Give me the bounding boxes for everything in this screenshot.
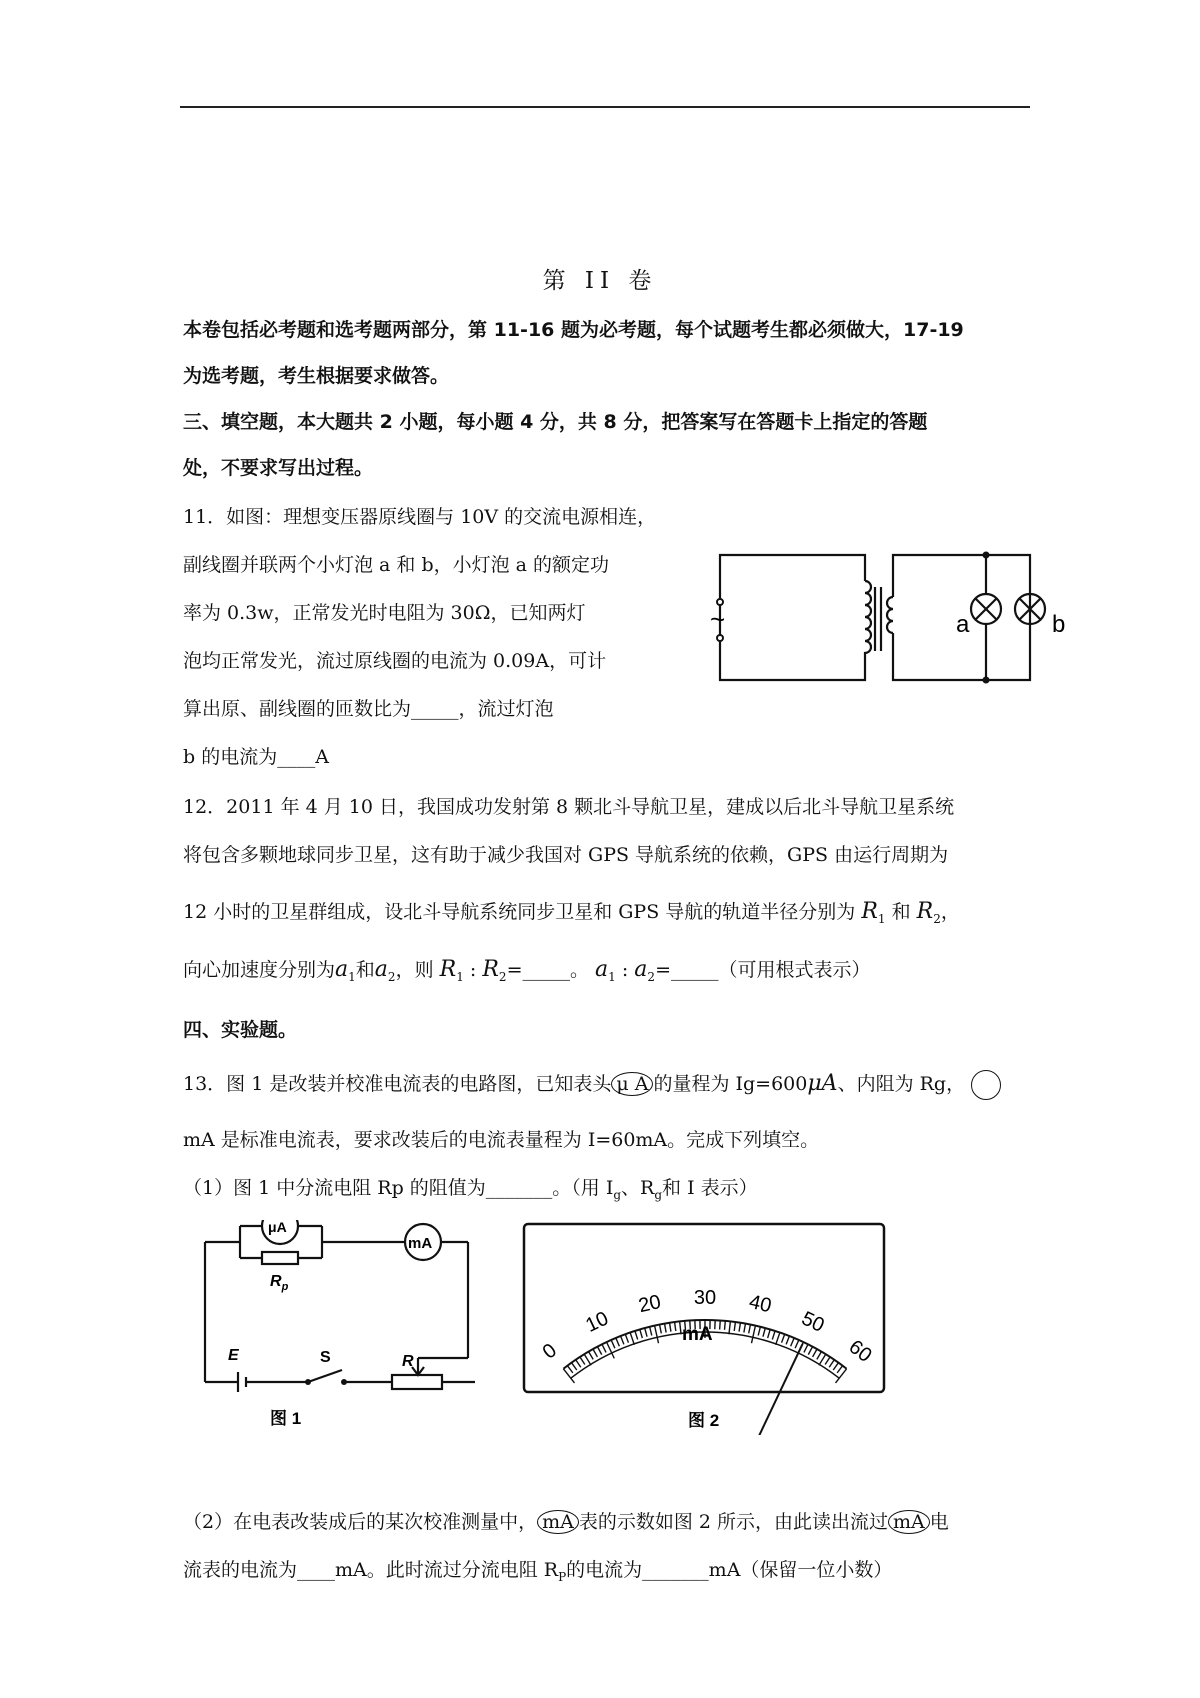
intro-line-2: 为选考题，考生根据要求做答。 xyxy=(183,365,450,387)
meter-tick-label: 10 xyxy=(582,1307,612,1337)
meter-tick xyxy=(829,1360,834,1367)
part3-line-2: 处，不要求写出过程。 xyxy=(183,457,374,479)
q11-line-2: 副线圈并联两个小灯泡 a 和 b，小灯泡 a 的额定功 xyxy=(183,554,610,576)
meter-tick xyxy=(680,1321,681,1334)
fig1-uA-label: μA xyxy=(268,1220,287,1235)
q11-line-4: 泡均正常发光，流过原线圈的电流为 0.09A，可计 xyxy=(183,650,607,672)
q13-line-2: mA 是标准电流表，要求改装后的电流表量程为 I=60mA。完成下列填空。 xyxy=(183,1129,820,1151)
meter-tick xyxy=(739,1323,740,1332)
meter-tick-label: 50 xyxy=(798,1307,828,1337)
fig1-R-label: R xyxy=(402,1353,414,1370)
meter-tick xyxy=(635,1331,638,1340)
meter-tick xyxy=(630,1333,634,1345)
fig1-Rp-label: $R_p$ xyxy=(270,1273,289,1293)
lamp-a-label: a xyxy=(956,611,970,638)
meter-tick xyxy=(795,1340,799,1348)
fig1-E-label: E xyxy=(228,1347,239,1364)
mA-symbol-2: mA xyxy=(888,1510,930,1534)
fig1-caption: 图 1 xyxy=(270,1409,302,1428)
mA-symbol-1: mA xyxy=(537,1510,579,1534)
meter-tick xyxy=(734,1322,735,1331)
meter-tick xyxy=(675,1322,676,1331)
meter-tick xyxy=(813,1349,817,1357)
meter-tick xyxy=(819,1354,826,1365)
meter-needle xyxy=(752,1344,802,1435)
meter-tick xyxy=(782,1334,785,1342)
meter-tick xyxy=(720,1321,721,1330)
meter-tick xyxy=(593,1349,597,1357)
meter-tick xyxy=(837,1366,842,1373)
meter-tick xyxy=(808,1347,812,1355)
part4-heading: 四、实验题。 xyxy=(183,1019,298,1041)
q11-line-3: 率为 0.3w，正常发光时电阻为 30Ω，已知两灯 xyxy=(183,602,586,624)
meter-tick xyxy=(804,1344,808,1352)
fig2-unit-label: mA xyxy=(682,1324,713,1345)
meter-tick xyxy=(791,1338,794,1346)
meter-tick-label: 0 xyxy=(538,1339,562,1364)
q11-transformer-figure xyxy=(710,545,1080,693)
fig1-mA-label: mA xyxy=(408,1235,433,1252)
meter-tick xyxy=(665,1324,667,1333)
ac-source-symbol: ~ xyxy=(710,604,726,634)
meter-tick-label: 20 xyxy=(636,1290,664,1318)
meter-tick xyxy=(576,1360,581,1367)
meter-tick xyxy=(602,1344,606,1352)
meter-tick xyxy=(772,1331,775,1340)
meter-tick xyxy=(763,1328,765,1337)
fig2-caption: 图 2 xyxy=(688,1411,720,1430)
q11-line-6: b 的电流为____A xyxy=(183,746,329,768)
fig1-S-label: S xyxy=(320,1349,331,1366)
meter-tick xyxy=(758,1327,760,1336)
meter-tick xyxy=(833,1363,838,1370)
q12-line-4: 向心加速度分别为$a_1$和$a_2$，则 $R_1$ : $R_2=\_\_\_\_\_$。 $a_1$ : $a_2=\_\_\_\_\_$（可用根式表示） xyxy=(183,957,871,984)
meter-tick xyxy=(567,1366,572,1373)
meter-tick xyxy=(776,1333,780,1345)
meter-tick xyxy=(584,1354,591,1365)
meter-tick xyxy=(616,1338,619,1346)
q13-sub2-line-1: （2）在电表改装成后的某次校准测量中， mA 表的示数如图 2 所示，由此读出流过 mA 电 xyxy=(183,1511,949,1533)
part3-line-1: 三、填空题，本大题共 2 小题，每小题 4 分，共 8 分，把答案写在答题卡上指定的答题 xyxy=(183,411,928,433)
figure-2-meter xyxy=(520,1220,890,1435)
meter-tick xyxy=(817,1352,822,1360)
meter-tick-label: 60 xyxy=(844,1335,876,1367)
section-title: 第 II 卷 xyxy=(542,268,658,294)
meter-tick xyxy=(786,1336,789,1344)
meter-tick xyxy=(660,1325,662,1334)
meter-tick xyxy=(625,1334,628,1342)
q12-line-3: 12 小时的卫星群组成，设北斗导航系统同步卫星和 GPS 导航的轨道半径分别为 $R_1$ 和 $R_2$， xyxy=(183,899,960,926)
q11-line-1: 11．如图：理想变压器原线圈与 10V 的交流电源相连， xyxy=(183,506,657,528)
meter-tick xyxy=(751,1326,755,1344)
meter-tick xyxy=(597,1347,601,1355)
q12-line-1: 12．2011 年 4 月 10 日，我国成功发射第 8 颗北斗导航卫星，建成以后北斗导航卫星系统 xyxy=(183,796,955,818)
meter-tick xyxy=(640,1329,643,1338)
meter-tick xyxy=(655,1326,659,1344)
meter-tick xyxy=(572,1363,577,1370)
meter-tick-label: 30 xyxy=(693,1287,717,1309)
milliammeter-symbol xyxy=(971,1070,1001,1100)
meter-tick xyxy=(749,1325,751,1334)
q13-sub2-line-2: 流表的电流为____mA。此时流过分流电阻 $R_P$的电流为_______mA（保留一位小数） xyxy=(183,1559,893,1584)
lamp-b-label: b xyxy=(1052,611,1066,638)
meter-tick xyxy=(645,1328,647,1337)
meter-tick xyxy=(768,1329,771,1338)
meter-tick xyxy=(825,1357,830,1365)
meter-tick-label: 40 xyxy=(746,1290,774,1318)
meter-tick xyxy=(725,1321,726,1330)
meter-tick xyxy=(729,1321,730,1334)
meter-tick xyxy=(744,1324,746,1333)
meter-tick xyxy=(650,1327,652,1336)
meter-tick xyxy=(589,1352,594,1360)
figure-1-circuit xyxy=(200,1220,490,1435)
meter-tick xyxy=(580,1357,585,1365)
q12-line-2: 将包含多颗地球同步卫星，这有助于减少我国对 GPS 导航系统的依赖，GPS 由运行周期为 xyxy=(183,844,949,866)
meter-tick xyxy=(621,1336,624,1344)
q11-line-5: 算出原、副线圈的匝数比为_____，流过灯泡 xyxy=(183,698,554,720)
intro-line-1: 本卷包括必考题和选考题两部分，第 11-16 题为必考题，每个试题考生都必须做大，17-19 xyxy=(183,319,964,341)
micro-ammeter-symbol: μ A xyxy=(611,1072,653,1096)
header-rule xyxy=(180,106,1030,108)
meter-tick xyxy=(611,1340,615,1348)
q13-line-1: 13．图 1 是改装并校准电流表的电路图，已知表头 μ A 的量程为 Ig=600μA、内阻为 Rg， xyxy=(183,1070,1001,1100)
q13-sub1: （1）图 1 中分流电阻 Rp 的阻值为_______。（用 $I_g$、$R_g$和 I 表示） xyxy=(183,1177,758,1202)
meter-tick xyxy=(670,1323,671,1332)
